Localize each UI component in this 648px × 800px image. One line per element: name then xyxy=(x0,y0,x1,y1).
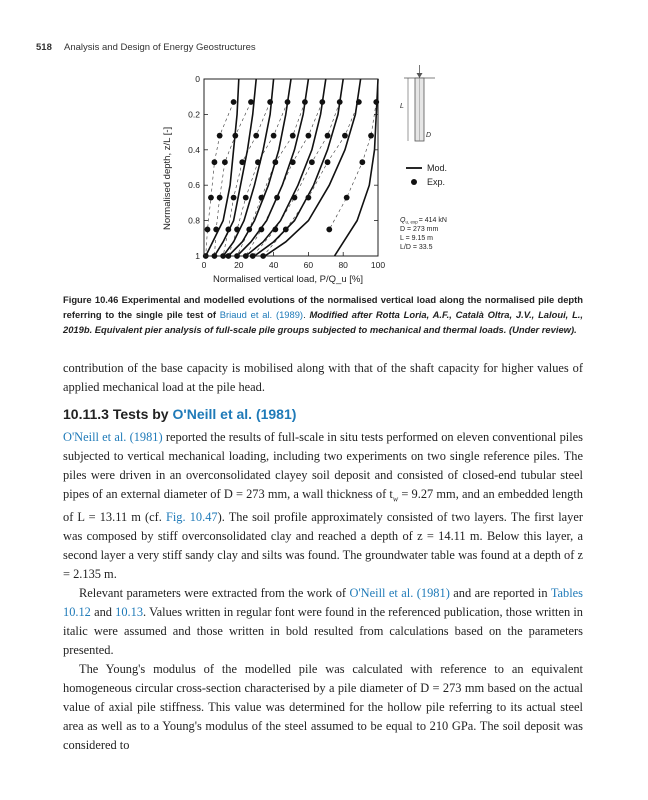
experimental-point xyxy=(326,227,332,233)
y-axis-label: Normalised depth, z/L [-] xyxy=(162,126,173,230)
experimental-point xyxy=(212,159,218,165)
y-tick-label: 1 xyxy=(195,251,200,261)
experimental-point xyxy=(306,133,312,139)
experimental-point xyxy=(267,99,273,105)
experimental-point xyxy=(239,159,245,165)
experimental-trend-1 xyxy=(206,102,234,256)
intro-text: contribution of the base capacity is mobilised along with that of the shaft capacity for higher values of applied mechanical load at the pile head. xyxy=(63,361,583,394)
experimental-point xyxy=(222,159,228,165)
page-number: 518 xyxy=(36,42,52,53)
fig-10-47-link[interactable]: Fig. 10.47 xyxy=(165,510,218,525)
experimental-trend-8 xyxy=(263,102,359,256)
experimental-point xyxy=(212,253,218,259)
experimental-point xyxy=(309,159,315,165)
body-paragraphs xyxy=(63,428,583,755)
experimental-point xyxy=(255,159,261,165)
experimental-point xyxy=(337,99,343,105)
experimental-point xyxy=(292,195,298,201)
x-tick-label: 0 xyxy=(201,260,207,270)
legend-exp: Exp. xyxy=(427,177,446,187)
x-axis-label: Normalised vertical load, P/Q_u [%] xyxy=(213,274,363,285)
para2-citation-link[interactable]: O'Neill et al. (1981) xyxy=(349,586,450,601)
section-number: 10.11.3 Tests by xyxy=(63,406,169,422)
experimental-point xyxy=(359,159,365,165)
caption-label: Figure 10.46 xyxy=(63,294,119,305)
modelled-curve-8 xyxy=(265,79,361,256)
experimental-point xyxy=(373,99,379,105)
legend-mod: Mod. xyxy=(427,163,448,173)
inset-D-label: D xyxy=(426,132,432,139)
x-tick-label: 100 xyxy=(370,260,386,270)
experimental-point xyxy=(248,99,254,105)
experimental-point xyxy=(302,99,308,105)
experimental-point xyxy=(217,195,223,201)
param-l: L = 9.15 m xyxy=(400,235,434,242)
paragraph-3: The Young's modulus of the modelled pile was calculated with reference to an equivalent homogeneous circular cross-section characterised by a pile diameter of D = 273 mm based on the actual value of axial pile stiffness. This value was determined for the hollow pile referring to its actual steel area as well as to a Young's modulus of the steel assumed to be equal to 210 GPa. The soil deposit was considered to xyxy=(63,662,583,753)
caption-source: Modified after Rotta Loria, A.F., Català Oltra, J.V., Laloui, L., 2019b. Equivalent pier analysis of full-scale pile groups subjected to mechanical and thermal loads. (Under review). xyxy=(63,309,584,335)
y-tick-label: 0 xyxy=(195,74,200,84)
pile-inset xyxy=(400,65,435,141)
experimental-point xyxy=(243,253,249,259)
experimental-point xyxy=(325,159,331,165)
x-tick-label: 80 xyxy=(338,260,348,270)
modelled-curve-1 xyxy=(206,79,239,256)
experimental-point xyxy=(220,253,226,259)
caption-citation-link[interactable]: Briaud et al. (1989) xyxy=(219,309,304,320)
param-q: $Q_{u, exp}= 414$ kN xyxy=(400,217,447,225)
experimental-point xyxy=(274,195,280,201)
experimental-point xyxy=(234,227,240,233)
experimental-point xyxy=(271,133,277,139)
experimental-point xyxy=(253,133,259,139)
experimental-point xyxy=(205,227,211,233)
experimental-point xyxy=(231,99,237,105)
param-d: D = 273 mm xyxy=(400,226,439,233)
experimental-point xyxy=(259,227,265,233)
experimental-point xyxy=(356,99,362,105)
table-10-12-link[interactable]: Tables 10.12 xyxy=(63,586,583,620)
experimental-point xyxy=(290,133,296,139)
intro-paragraph xyxy=(63,359,583,397)
legend xyxy=(406,163,447,187)
caption-text: Experimental and modelled evolutions of the normalised vertical load along the normalised pile depth referring to the single pile test of xyxy=(63,294,583,320)
page-header xyxy=(36,42,256,53)
pile-load-chart xyxy=(150,60,480,292)
experimental-point xyxy=(225,227,231,233)
y-tick-label: 0.8 xyxy=(188,215,200,226)
y-tick-label: 0.2 xyxy=(188,109,200,120)
experimental-point xyxy=(272,159,278,165)
experimental-point xyxy=(213,227,219,233)
paragraph-2: Relevant parameters were extracted from the work of O'Neill et al. (1981) and are reported in Tables 10.12 and 10.13. Values written in regular font were found in the referenced publication, those written in italic were assumed and those written in bold resulted from calculations based on the parameters presented. xyxy=(63,586,583,658)
running-title: Analysis and Design of Energy Geostructures xyxy=(63,42,256,53)
experimental-point xyxy=(319,99,325,105)
experimental-point xyxy=(344,195,350,201)
table-10-13-link[interactable]: 10.13 xyxy=(115,605,144,620)
test-parameters xyxy=(400,217,447,251)
experimental-point xyxy=(325,133,331,139)
inset-L-label: L xyxy=(400,103,404,110)
experimental-point xyxy=(246,227,252,233)
para1-citation-link[interactable]: O'Neill et al. (1981) xyxy=(63,430,163,444)
param-ld: L/D = 33.5 xyxy=(400,244,433,251)
experimental-point xyxy=(250,253,256,259)
experimental-point xyxy=(259,195,265,201)
experimental-point xyxy=(285,99,291,105)
experimental-point xyxy=(368,133,374,139)
x-tick-label: 20 xyxy=(234,260,244,270)
experimental-point xyxy=(231,195,237,201)
experimental-point xyxy=(306,195,312,201)
experimental-point xyxy=(290,159,296,165)
section-heading xyxy=(63,406,296,422)
experimental-point xyxy=(283,227,289,233)
experimental-trend-2 xyxy=(214,102,251,256)
x-tick-label: 60 xyxy=(303,260,314,270)
experimental-point xyxy=(342,133,348,139)
paragraph-1: O'Neill et al. (1981) reported the results of full-scale in situ tests performed on eleven conventional piles subjected to vertical mechanical loading, including two experiments on two single reference piles. The piles were driven in an overconsolidated clayey soil deposit and consisted of closed-end tubular steel pipes of an external diameter of D = 273 mm, a wall thickness of $t_w = 9.27$ mm, and an embedded length of L = 13.11 m (cf. Fig. 10.47). The soil profile approximately consisted of two layers. The first layer was composed by stiff overconsolidated clay and reached a depth of z = 14.11 m. Below this layer, a second layer a very stiff sandy clay and silts was found. The groundwater table was found at a depth of z = 2.135 m. xyxy=(63,430,584,582)
experimental-point xyxy=(225,253,231,259)
experimental-point xyxy=(208,195,214,201)
y-tick-label: 0.6 xyxy=(188,180,200,191)
experimental-point xyxy=(217,133,223,139)
figure-caption: Figure 10.46 Experimental and modelled evolutions of the normalised vertical load along the normalised pile depth referring to the single pile test of Briaud et al. (1989). Modified after Rotta Loria, A.F., Català Oltra, J.V., Laloui, L., 2019b. Equivalent pier analysis of full-scale pile groups subjected to mechanical and thermal loads. (Under review). xyxy=(63,294,584,335)
experimental-point xyxy=(260,253,266,259)
experimental-point xyxy=(272,227,278,233)
legend-exp-dot xyxy=(411,179,417,185)
y-tick-label: 0.4 xyxy=(188,144,200,155)
experimental-point xyxy=(232,133,238,139)
section-citation-link[interactable]: O'Neill et al. (1981) xyxy=(172,406,297,422)
figure-10-46 xyxy=(150,60,480,292)
x-tick-label: 40 xyxy=(268,260,279,270)
experimental-point xyxy=(243,195,249,201)
